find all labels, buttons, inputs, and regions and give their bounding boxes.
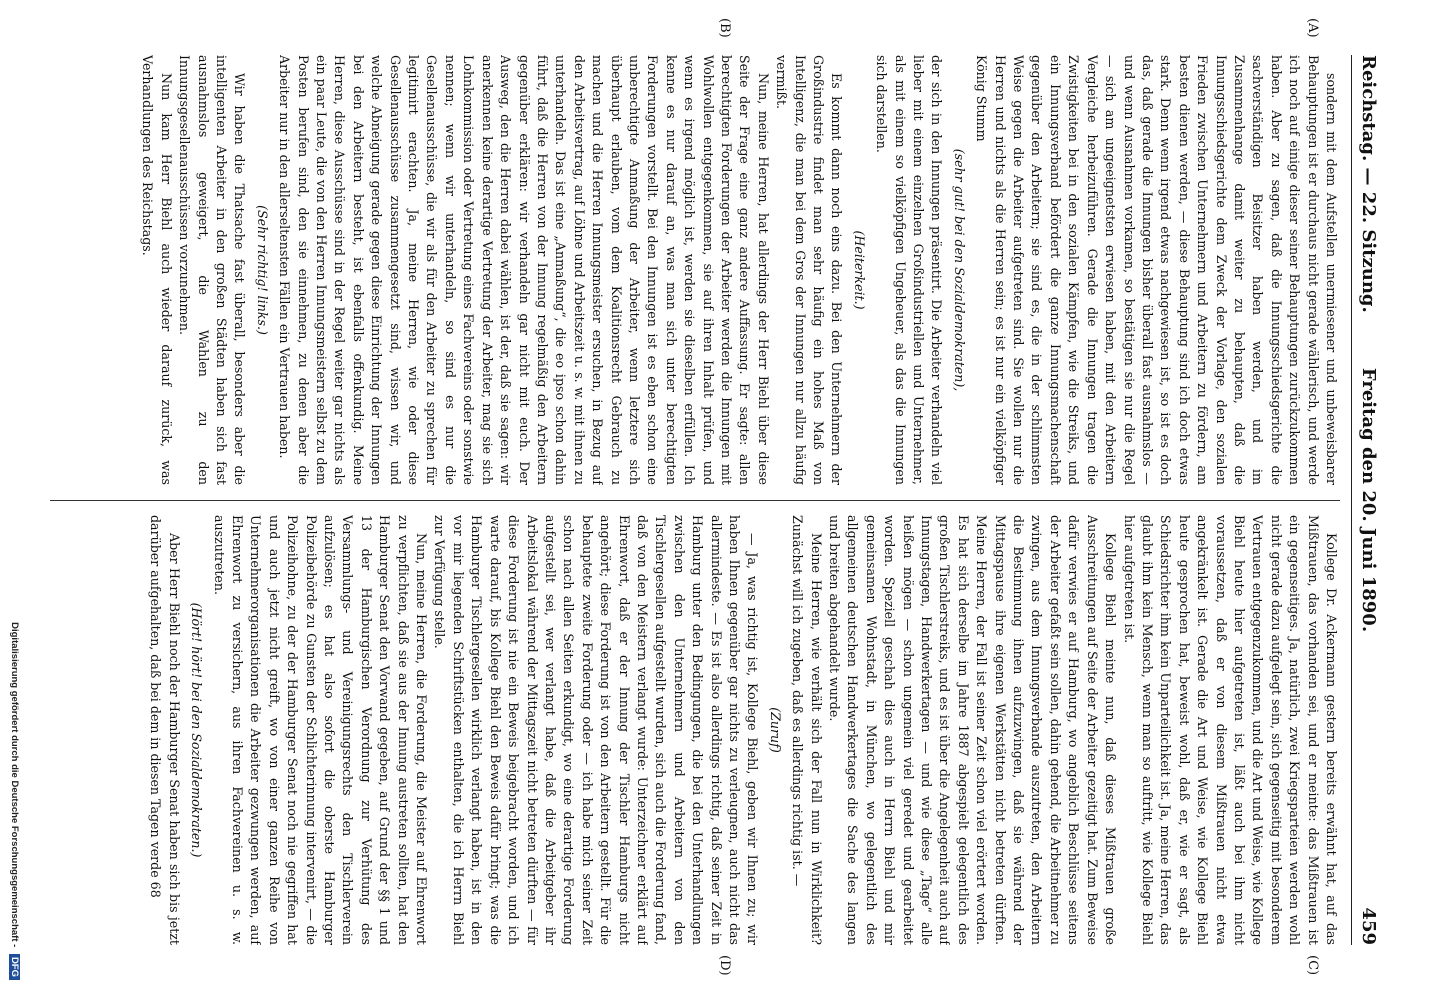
paragraph: Nun kam Herr Biehl auch wieder darauf zurück, was Verhandlungen des Reichstags. [140,55,174,485]
credit-text: Digitalisierung gefördert durch die Deutsche Forschungsgemeinschaft - [9,622,20,948]
paragraph: Aber Herr Biehl noch der Hamburger Senat haben sich bis jetzt darüber aufgehalten, daß bei dem in diesen Tagen verde 68 [148,515,182,945]
paragraph: — Ja, was richtig ist, Kollege Biehl, geben wir Ihnen zu; wir haben Ihnen gegenüber gar nichts zu verleugnen, auch nicht das allermindeste. — Es ist also allerdings richtig, daß seiner Zeit in Hamburg unter den Bedingungen, die bei den Unterhandlungen zwischen den Unternehmern und Arbeitern von den Tischlergesellen aufgestellt wurden, sich auch die Forderung fand, daß von den Meistern verlangt wurde: Unterzeichner erklärt auf Ehrenwort, daß er der Innung der Tischler Hamburgs nicht angehört; diese Forderung ist von den Arbeitern gestellt. Für die behauptete zweite Forderung oder — ich habe mich seiner Zeit schon nach allen Seiten erkundigt, wo eine derartige Forderung aufgestellt sei, wer verlangt habe, daß die Arbeitgeber ihr Arbeitslokal während der Mittagszeit nicht betreten dürften — für diese Forderung ist nie ein Beweis beigebracht worden, und ich warte darauf, bis Kollege Biehl den Beweis dafür bringt; was die Hamburger Tischlergesellen wirklich verlangt haben, ist in den vor mir liegenden Schriftstücken enthalten, die ich Herrn Biehl zur Verfügung stelle. [432,515,761,945]
digitization-credit [9,160,20,980]
paragraph: der sich in den Innungen präsentirt. Die Arbeiter verhandeln viel lieber mit einem einzelnen Großindustriellen und Unternehmer, als mit einem so vielköpfigen Ungeheuer, als das die Innungen sich darstellen. [874,55,945,485]
paragraph: Kollege Dr. Ackermann gestern bereits erwähnt hat, auf das Mißtrauen, das vorhanden sei, und er meinte: das Mißtrauen ist ein gegenseitiges. Ja, natürlich, zwei Kriegsparteien werden wohl nicht gerade dazu aufgelegt sein, sich gegenseitig mit besonderem Vertrauen entgegenzukommen, und die Art und Weise, wie Kollege Biehl heute hier aufgetreten ist, läßt auch bei ihm nicht voraussetzen, daß er von diesem Mißtrauen nicht etwa angekränkelt ist. Gerade die Art und Weise, wie Kollege Biehl heute gesprochen hat, beweist wohl, daß er, wie er sagt, als Schiedsrichter ihm kein Unparteilichkeit ist. Ja, meine Herren, das glaubt ihm kein Mensch, wenn man so auftritt, wie Kollege Biehl hier aufgetreten ist. [1121,515,1339,945]
paragraph: Nun, meine Herren, hat allerdings der Herr Biehl über diese Seite der Frage eine ganz andere Auffassung. Er sagte: allen berechtigten Forderungen der Arbeiter werden die Innungen mit Wohlwollen entgegenkommen, sie auf ihren Inhalt prüfen, und wenn es irgend möglich ist, werden sie dieselben erfüllen. Ich kenne es nur darauf an, was man sich unter berechtigten Forderungen vorstellt. Bei den Innungen ist es eben schon eine unberechtigte Anmaßung der Arbeiter, wenn letztere sich überhaupt erlauben, vom dem Koalitionsrecht Gebrauch zu machen und die Herren Innungsmeister ersuchen, in Bezug auf den Arbeitsvertrag, auf Löhne und Arbeitszeit u. s. w. mit ihnen zu unterhandeln. Das ist eine „Anmaßung“, die eo ipso schon dahin führt, daß die Herren von der Innung regelmäßig den Arbeitern gegenüber erklären: wir verhandeln gar nicht mit euch. Der Ausweg, den die Herren dabei wählen, ist der, daß sie sagen: wir anerkennen keine derartige Vertretung der Arbeiter, mag sie sich Lohnkommission oder Vertretung eines Fachvereins oder sonstwie nennen; wenn wir unterhandeln, so sind es nur die Gesellenausschüsse, die wir als für den Arbeiter zu sprechen für legitimirt erachten. Ja, meine Herren, wie oder diese Gesellenausschüsse zusammengesetzt sind, wissen wir, und welche Abneigung gerade gegen diese Einrichtung der Innungen bei den Arbeitern besteht, ist ebenfalls offenkundig. Meine Herren, diese Ausschüsse sind in der Regel weiter gar nichts als ein paar Leute, die von den Herren Innungsmeistern selbst zu dem Posten berufen sind, den sie einnehmen, zu denen aber die Arbeiter nur in den allerseltensten Fällen ein Vertrauen haben. [277,55,771,485]
paragraph: Wir haben die Thatsache fast überall, besonders aber die intelligenten Arbeiter in den großen Städten haben sich fast ausnahmslos geweigert, die Wahlen zu den Innungsgesellenausschüssen vorzunehmen. [177,55,248,485]
paragraph: Meine Herren, wie verhält sich der Fall nun in Wirklichkeit? Zunächst will ich zugeben, daß es allerdings richtig ist. — [790,515,824,945]
margin-marker-b: (B) [717,18,732,38]
dfg-logo: DFG [9,954,20,980]
interjection: (Sehr richtig! links.) [254,205,270,335]
interjection: (Heiterkeit.) [851,230,867,310]
interjection: (Zuruf) [767,707,783,753]
paragraph: Nun, meine Herren, die Forderung, die Meister auf Ehrenwort zu verpflichten, daß sie aus der Innung austreten sollten, hat den Hamburger Senat den Vorwand gegeben, auf Grund der §§ 1 und 13 der Hamburgischen Verordnung zur Verhütung des Versammlungs- und Vereinigungsrechts den Tischlerverein aufzulösen; es hat also sofort die oberste Hamburger Polizeibehörde zu Gunsten der Schlichterinnung intervenirt, — die Polizeihohne, zu der der Hamburger Senat noch nie gegriffen hat und auch jetzt nicht greift, wo von einer ganzen Reihe von Unternehmerorganisationen die Arbeiter gezwungen werden, auf Ehrenwort zu versichern, aus ihren Fachvereinen u. s. w. auszutreten. [211,515,430,945]
margin-marker-d: (D) [717,955,732,976]
margin-marker-c: (C) [1305,955,1320,976]
paragraph: sondern mit dem Aufstellen unermiesener und unbeweisbarer Behauptungen ist er durchaus nicht gerade wählerisch, und werde ich noch auf einige dieser seiner Behauptungen zurückzukommen haben. Aber zu sagen, daß die Innungsschiedsgerichte die sachverständigen Beisitzer haben werden, und im Zusammenhange damit weiter zu behaupten, daß die Innungsschiedsgerichte dem Zweck der Vorlage, den sozialen Frieden zwischen Unternehmern und Arbeitern zu fördern, am besten dienen werden, — diese Behauptung sind ich doch etwas stark. Denn wenn irgend etwas nachgewiesen ist, so ist es doch das, daß gerade die Innungen bisher überall fast ausnahmslos — und wenn Ausnahmen vorkamen, so bestätigen sie nur die Regel — sich am ungeeignetsten erwiesen haben, mit den Arbeitern Vergleiche herbeizuführen. Gerade die Innungen tragen die Zwistigkeiten bei in den sozialen Kämpfen, wie die Streiks, und ein Innungsverband befördert die ganze Innungsmachenschaft gegenüber den Arbeitern; sie sind es, die in der schlimmsten Weise gegen die Arbeiter aufgetreten sind. Sie wollen nur die Herren und nichts als die Herren sein; es ist nur ein vielköpfiger König Stumm [974,55,1339,485]
margin-marker-a: (A) [1305,18,1320,38]
left-text-column [50,55,1340,485]
page-header [1351,55,1392,945]
interjection: (sehr gut! bei den Sozialdemokraten), [951,148,967,392]
right-text-column [50,515,1340,945]
header-date: Freitag den 20. Juni 1890. [1358,367,1379,633]
column-divider [50,500,1340,501]
header-page-number: 459 [1358,907,1379,945]
paragraph: Es kommt dann noch eins dazu. Bei den Unternehmern der Großindustrie findet man sehr häufig ein hohes Maß von Intelligenz, die man bei dem Gros der Innungen nur allzu häufig vermißt. [774,55,845,485]
paragraph: Kollege Biehl meinte nun, daß dieses Mißtrauen große Ausschreitungen auf Seite der Arbeiter gezeitigt hat. Zum Beweise dafür verwies er auf Hamburg, wo angeblich Beschlüsse seitens der Arbeiter gefaßt sein sollen, dahin gehend, die Arbeitnehmer zu zwingen, aus dem Innungsverbande auszutreten, den Arbeitern die Bestimmung ihnen aufzuzwingen, daß sie während der Mittagspause ihre eigenen Werkstätten nicht betreten dürften. Meine Herren, der Fall ist seiner Zeit schon viel erörtert worden. Es hat sich derselbe im Jahre 1887 abgespielt gelegentlich des großen Tischlerstreiks, und es ist über die Angelegenheit auch auf Innungstagen, Handwerkertagen — und wie diese „Tage“ alle heißen mögen — schon ungemein viel geredet und gearbeitet worden. Speziell geschah dies auch in Herrn Biehl und mir gemeinsamen Wohnstadt, in München, wo gelegentlich des allgemeinen deutschen Handwerkertages die Sache des langen und breiten abgehandelt wurde. [827,515,1119,945]
header-session: Reichstag. — 22. Sitzung. [1358,55,1379,313]
interjection: (Hört! hört! bei den Sozialdemokraten.) [189,602,205,858]
